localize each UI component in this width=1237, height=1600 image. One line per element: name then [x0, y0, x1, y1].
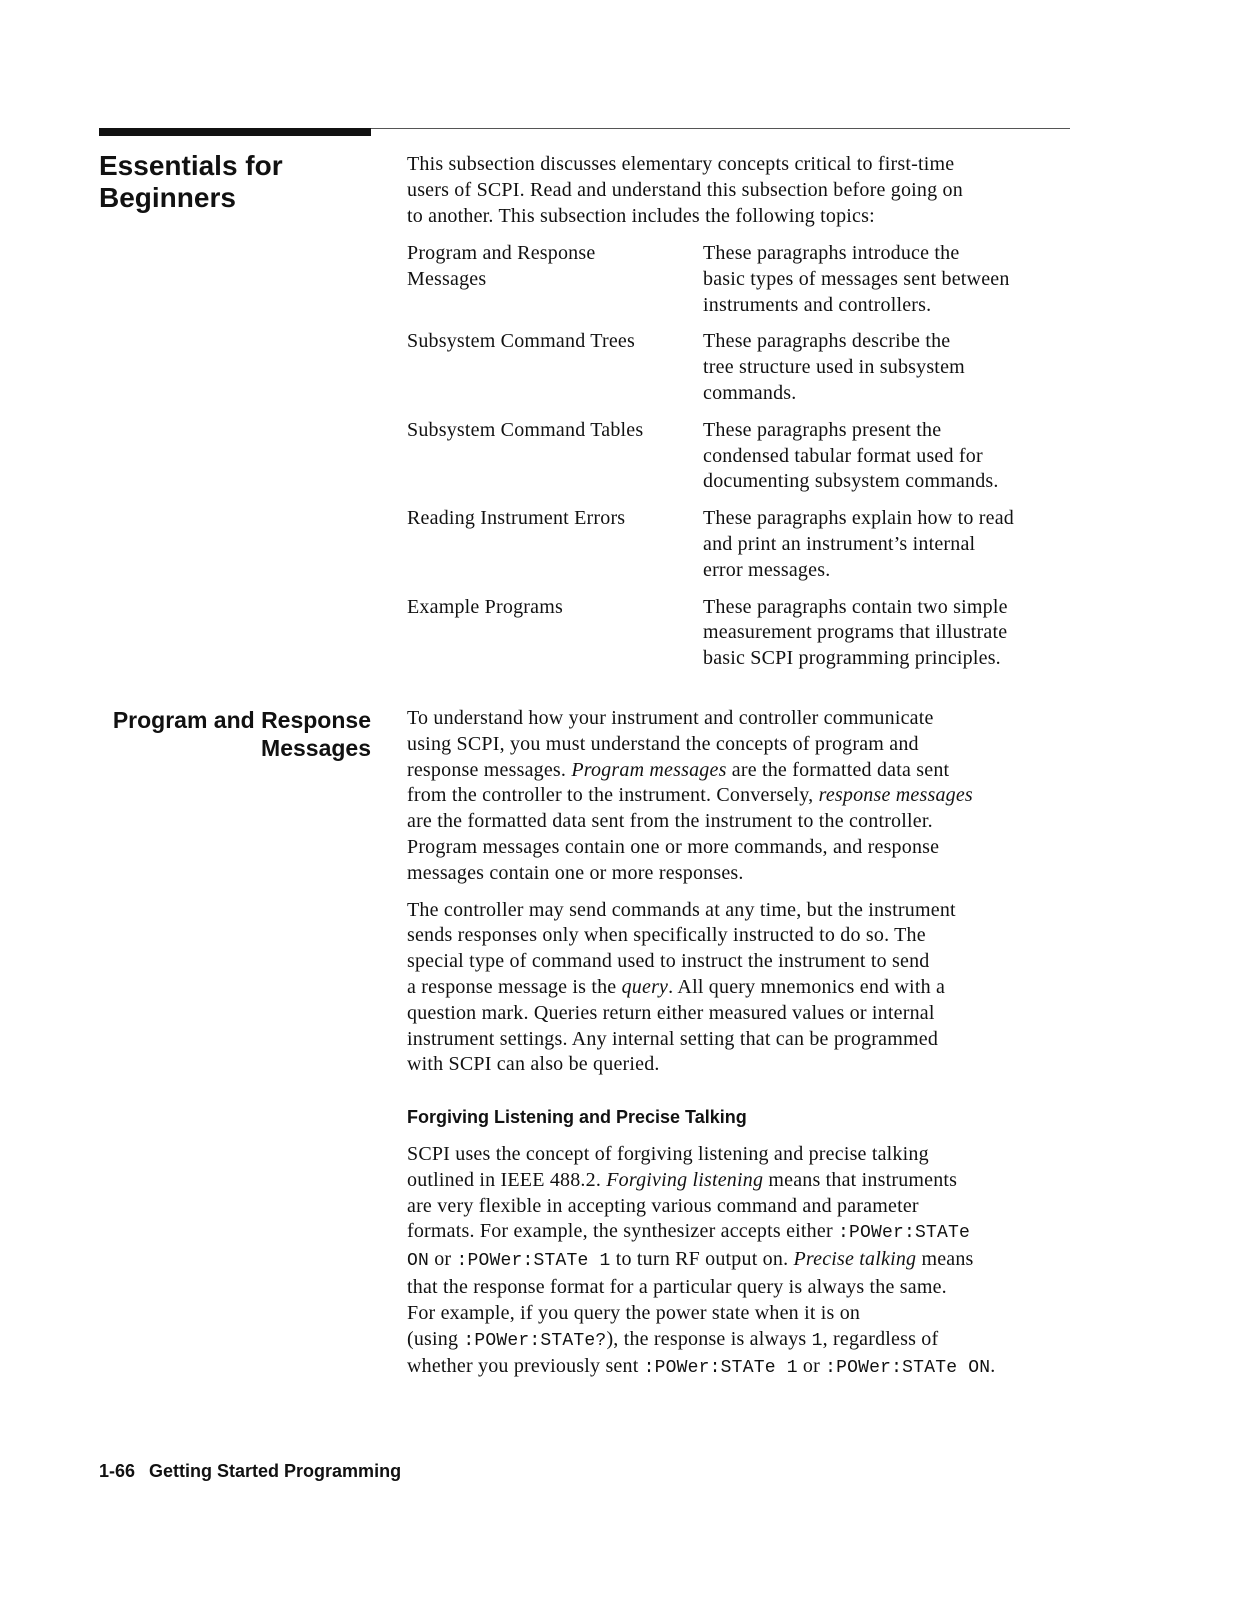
intro-line: to another. This subsection includes the following topics:	[407, 204, 875, 227]
topic-desc-line: basic SCPI programming principles.	[703, 647, 1001, 670]
topic-name-line: Reading Instrument Errors	[407, 507, 626, 530]
text-run: are the formatted data sent	[726, 758, 950, 781]
topic-desc-line: condensed tabular format used for	[703, 444, 983, 467]
forgiving-listening-heading: Forgiving Listening and Precise Talking	[407, 1107, 747, 1127]
topics-list	[407, 241, 1077, 683]
topic-item	[407, 595, 1077, 672]
intro-line: users of SCPI. Read and understand this subsection before going on	[407, 178, 963, 201]
topic-name-line: Program and Response	[407, 242, 596, 264]
text-run: . All query mnemonics end with a	[668, 975, 946, 998]
text-line: SCPI uses the concept of forgiving listening and precise talking	[407, 1143, 929, 1165]
topic-item	[407, 329, 1077, 406]
text-line: The controller may send commands at any time, but the instrument	[407, 898, 956, 921]
text-line: To understand how your instrument and controller communicate	[407, 707, 934, 729]
section-heading-line2: Beginners	[99, 182, 236, 213]
emphasis-term: query	[621, 975, 669, 998]
code-snippet: :POWer:STATe?	[463, 1330, 607, 1351]
subsection-heading-line2: Messages	[261, 735, 371, 761]
text-line: are very flexible in accepting various command and parameter	[407, 1194, 919, 1217]
page-number: 1-66	[99, 1461, 136, 1481]
section-rule-thick	[99, 128, 371, 136]
topic-name	[407, 329, 703, 406]
text-run: whether you previously sent	[407, 1355, 644, 1378]
text-line: with SCPI can also be queried.	[407, 1053, 660, 1076]
text-run: response messages.	[407, 758, 572, 781]
topic-item	[407, 241, 1077, 318]
topic-desc-line: These paragraphs explain how to read	[703, 507, 1014, 530]
topic-desc-line: These paragraphs introduce the	[703, 242, 960, 264]
code-snippet: :POWer:STATe 1	[456, 1251, 611, 1272]
topic-name-line: Subsystem Command Trees	[407, 330, 635, 353]
text-run: , regardless of	[822, 1327, 939, 1350]
topic-description	[703, 329, 1073, 406]
text-line: sends responses only when specifically instructed to do so. The	[407, 924, 926, 947]
chapter-title: Getting Started Programming	[149, 1461, 402, 1481]
topic-name-line: Subsystem Command Tables	[407, 418, 644, 441]
topic-desc-line: measurement programs that illustrate	[703, 621, 1008, 644]
text-line: special type of command used to instruct the instrument to send	[407, 950, 930, 973]
topic-description	[703, 418, 1073, 495]
text-run: outlined in IEEE 488.2.	[407, 1168, 607, 1191]
topic-name	[407, 241, 703, 318]
topic-desc-line: error messages.	[703, 558, 831, 581]
section-heading-line1: Essentials for	[99, 150, 283, 181]
text-line: instrument settings. Any internal setting that can be programmed	[407, 1027, 939, 1050]
topic-description	[703, 595, 1073, 672]
emphasis-term: Program messages	[571, 758, 727, 781]
topic-name-line: Messages	[407, 267, 487, 290]
text-run: a response message is the	[407, 975, 622, 998]
topic-desc-line: documenting subsystem commands.	[703, 470, 999, 493]
program-response-body	[407, 706, 1077, 1089]
topic-item	[407, 418, 1077, 495]
topic-description	[703, 241, 1073, 318]
text-run: from the controller to the instrument. Conversely,	[407, 784, 819, 807]
topic-desc-line: instruments and controllers.	[703, 293, 932, 316]
topic-desc-line: basic types of messages sent between	[703, 267, 1010, 290]
text-run: formats. For example, the synthesizer accepts either	[407, 1220, 839, 1243]
text-run: or	[429, 1248, 457, 1271]
text-run: to turn RF output on.	[610, 1248, 794, 1271]
topic-name	[407, 418, 703, 495]
page-footer	[99, 1460, 401, 1482]
text-line: using SCPI, you must understand the concepts of program and	[407, 732, 919, 755]
topic-desc-line: tree structure used in subsystem	[703, 356, 965, 379]
topic-desc-line: commands.	[703, 381, 797, 404]
text-line: are the formatted data sent from the instrument to the controller.	[407, 810, 933, 833]
topic-description	[703, 506, 1073, 583]
code-snippet: :POWer:STATe	[838, 1223, 971, 1244]
text-line: For example, if you query the power state when it is on	[407, 1301, 861, 1324]
forgiving-listening-paragraph	[407, 1142, 1077, 1382]
text-run: .	[990, 1355, 996, 1378]
topic-desc-line: These paragraphs present the	[703, 418, 942, 441]
code-snippet: ON	[407, 1251, 430, 1272]
topic-name-line: Example Programs	[407, 595, 563, 618]
intro-line: This subsection discusses elementary concepts critical to first-time	[407, 153, 955, 175]
text-run: or	[797, 1355, 826, 1378]
code-snippet: :POWer:STATe 1	[643, 1358, 798, 1379]
intro-paragraph	[407, 152, 1077, 229]
topic-desc-line: and print an instrument’s internal	[703, 532, 976, 555]
emphasis-term: response messages	[818, 784, 973, 807]
subsection-heading	[99, 706, 371, 762]
topic-name	[407, 595, 703, 672]
code-snippet: 1	[811, 1330, 823, 1351]
body-paragraph	[407, 898, 1077, 1079]
section-heading	[99, 150, 359, 214]
text-run: (using	[407, 1327, 464, 1350]
text-line: Program messages contain one or more commands, and response	[407, 835, 940, 858]
section-rule-thin	[371, 128, 1070, 129]
topic-desc-line: These paragraphs contain two simple	[703, 595, 1008, 618]
text-line: question mark. Queries return either measured values or internal	[407, 1001, 935, 1024]
emphasis-term: Precise talking	[793, 1248, 917, 1271]
text-run: means that instruments	[763, 1168, 958, 1191]
text-run: ), the response is always	[606, 1327, 812, 1350]
topic-desc-line: These paragraphs describe the	[703, 330, 951, 353]
text-line: that the response format for a particular query is always the same.	[407, 1275, 947, 1298]
text-line: messages contain one or more responses.	[407, 861, 744, 884]
code-snippet: :POWer:STATe ON	[825, 1358, 991, 1379]
body-paragraph	[407, 706, 1077, 887]
text-run: means	[916, 1248, 974, 1271]
emphasis-term: Forgiving listening	[606, 1168, 764, 1191]
topic-name	[407, 506, 703, 583]
subsection-heading-line1: Program and Response	[112, 707, 371, 733]
topic-item	[407, 506, 1077, 583]
